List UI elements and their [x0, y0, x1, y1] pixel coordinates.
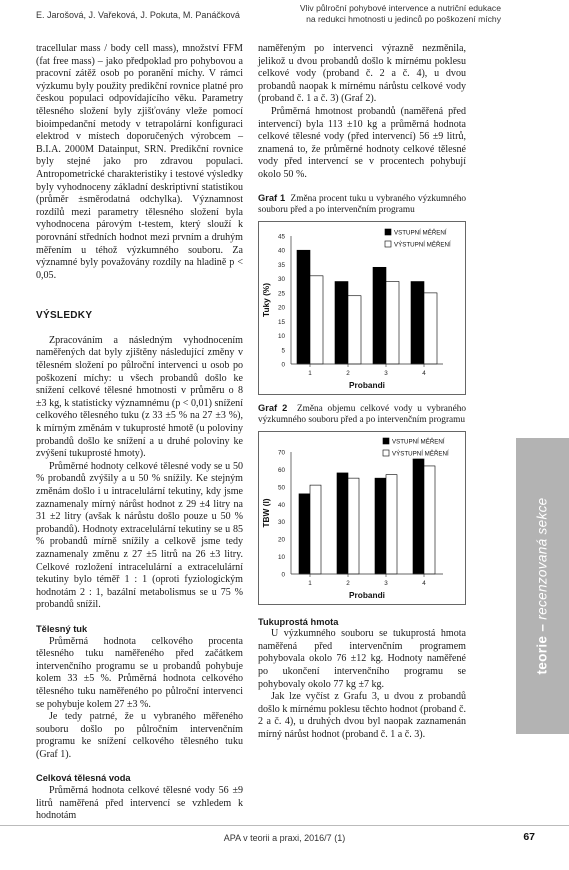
y-tick-label: 25 — [277, 289, 285, 297]
chart-graf2 — [259, 432, 465, 604]
y-axis-title: TBW (l) — [261, 498, 271, 528]
paragraph-body-fat: Průměrná hodnota celkového procenta tělesného tuku naměřeného před začátkem intervenčního programu se u probandů pohybuje kolem 33 ±5 %. Průměrná hodnota celkového tělesného tuku naměřeného po půlroční intervenci se pohybuje kolem 27 ±3 %. — [36, 635, 243, 710]
x-tick-label: 3 — [384, 369, 388, 377]
paragraph-water-continued: naměřeným po intervenci výrazně nezměnila, jelikož u dvou probandů došlo k mírnému poklesu celkové vody (proband č. 2 a č. 4), u dvou probandů naopak k mírnému nárůstu celkové vody (proband č. 1 a č. 3) (Graf 2). — [258, 43, 466, 105]
y-tick-label: 50 — [277, 483, 285, 491]
bar-entry-proband-1 — [297, 250, 310, 364]
bar-exit-proband-1 — [310, 485, 321, 574]
bar-entry-proband-3 — [373, 267, 386, 364]
section-side-label — [535, 497, 550, 674]
x-axis-title: Probandi — [349, 589, 385, 600]
paragraph-fat-free-mass-changes: Jak lze vyčíst z Grafu 3, u dvou z probandů došlo k mírnému poklesu těchto hodnot (proband č. 2 a č. 4), u druhých dvou byl naopak zaznamenán mírný nárůst hodnot (proband č. 1 a č. 3). — [258, 691, 466, 740]
side-label-reviewed-section: recenzovaná sekce — [534, 497, 550, 620]
paragraph-water-changes: Průměrné hodnoty celkové tělesné vody se u 50 % probandů zvýšily a u 50 % snížily. Ke stejným změnám došlo i u intracelulární tekutiny, kdy jsme zaznamenaly mírný nárůst hodnot z 29 ±4 litry na 31 ±2 litry (avšak k nárůstu došlo pouze u 50 % probandů). Hodnoty extracelulární tekutiny se u 85 % probandů mírně snížily a celkově jsme tedy zaznamenaly změnu z 27 ±5 litrů na 26 ±3 litry. Celkové rozložení intracelulární a extracelulární tekutiny bylo téměř 1 : 1 (oproti fyziologickým hodnotám 2 : 1, bazální metabolismus se u 75 % probandů snížil. — [36, 460, 243, 611]
figure-caption-text-graf1: Změna procent tuku u vybraného výzkumného souboru před a po intervenčním programu — [258, 193, 466, 216]
footer-journal: APA v teorii a praxi, 2016/7 (1) — [223, 833, 346, 843]
legend-label-exit: VÝSTUPNÍ MĚŘENÍ — [394, 241, 451, 249]
paragraph-body-fat-conclusion: Je tedy patrné, že u vybraného měřeného souboru došlo po půlročním intervenčním programu ke snížení celkového tělesného tuku (Graf 1). — [36, 711, 243, 760]
y-tick-label: 15 — [277, 318, 285, 326]
bar-exit-proband-3 — [386, 474, 397, 573]
bar-exit-proband-2 — [348, 295, 361, 363]
subheading-fat-free-mass: Tukuprostá hmota — [258, 616, 339, 627]
legend-swatch-exit — [383, 450, 389, 456]
bar-exit-proband-1 — [310, 275, 323, 363]
figure-caption-graf2 — [258, 403, 466, 427]
legend-swatch-entry — [385, 229, 391, 235]
page-number: 67 — [523, 831, 535, 843]
y-tick-label: 30 — [277, 518, 285, 526]
paragraph-methods-end: tracellular mass / body cell mass), množství FFM (fat free mass) – jako předpoklad pro pohybovou a pracovní zátěž osob po poranění míchy. V rámci výzkumu byly použity predikční rovnice platné pro českou populaci odpovídajícího věku. Parametry tělesného složení byly zjišťovány vleže pomocí bioimpedanční metody v tetrapolární konfiguraci elektrod v místech doporučených výrobcem – B.I.A. 2000M Datainput, SRN. Predikční rovnice byly stejné jako pro zdravou populaci. Antropometrické charakteristiky i testové výsledky byly vyhodnoceny základní deskriptivní statistikou (průměr ±směrodatná odchylka). Významnost rozdílů mezi parametry tělesného složení byla vyhodnocena párovým t-testem, který slouží k porovnání středních hodnot mezi prvním a druhým měřením u téhož výzkumného souboru. Za významné byly považovány rozdíly na hladině p < 0,05. — [36, 43, 243, 281]
paragraph-fat-free-mass: U výzkumného souboru se tukuprostá hmota naměřená před intervenčním programem pohybovala okolo 76 ±12 kg. Hodnoty naměřené po ukončení intervenčního programu se pohybovaly okolo 77 kg ±7 kg. — [258, 628, 466, 690]
bar-entry-proband-3 — [375, 478, 386, 574]
subheading-total-body-water: Celková tělesná voda — [36, 773, 131, 784]
legend-swatch-entry — [383, 438, 389, 444]
legend-label-entry: VSTUPNÍ MĚŘENÍ — [392, 438, 445, 446]
x-axis-title: Probandi — [349, 379, 385, 390]
figure-caption-text-graf2: Změna objemu celkové vody u vybraného výzkumného souboru před a po intervenčním programu — [258, 403, 466, 426]
bar-entry-proband-2 — [335, 281, 348, 363]
y-tick-label: 20 — [277, 304, 285, 312]
y-tick-label: 35 — [277, 261, 285, 269]
legend-swatch-exit — [385, 241, 391, 247]
y-axis-title: Tuky (%) — [261, 282, 271, 317]
y-tick-label: 20 — [277, 536, 285, 544]
y-tick-label: 30 — [277, 275, 285, 283]
x-tick-label: 3 — [384, 579, 388, 587]
y-tick-label: 0 — [281, 361, 285, 369]
x-tick-label: 1 — [308, 369, 312, 377]
bar-exit-proband-2 — [348, 478, 359, 574]
y-tick-label: 45 — [277, 233, 285, 241]
legend-label-entry: VSTUPNÍ MĚŘENÍ — [394, 229, 447, 237]
bar-exit-proband-4 — [424, 292, 437, 363]
y-tick-label: 40 — [277, 501, 285, 509]
figure-label-graf1: Graf 1 — [258, 192, 286, 203]
y-tick-label: 10 — [277, 332, 285, 340]
paragraph-results-intro: Zpracováním a následným vyhodnocením naměřených dat byly zjištěny následující změny v tělesném složení po půlroční intervenci u osob po poškození míchy: u všech probandů došlo ke snížení celkové tělesné hmotnosti v průměru o 8 ±3 kg, k statisticky významnému (p < 0,01) snížení celkového tělesného tuku (z 33 ±5 % na 27 ±3 %), k mírným změnám v tukuprosté hmotě (u poloviny probandů došlo ke snížení a u druhé poloviny ke zvýšení tukuprosté hmoty). — [36, 334, 243, 460]
x-tick-label: 4 — [422, 369, 426, 377]
right-column — [258, 43, 466, 741]
running-header-title-line1: Vliv půlroční pohybové intervence a nutriční edukace — [299, 3, 501, 13]
y-tick-label: 60 — [277, 466, 285, 474]
bar-exit-proband-4 — [424, 465, 435, 573]
bar-entry-proband-1 — [299, 493, 310, 573]
y-tick-label: 10 — [277, 553, 285, 561]
side-label-theory: teorie — [534, 635, 550, 675]
x-tick-label: 4 — [422, 579, 426, 587]
y-tick-label: 40 — [277, 247, 285, 255]
chart-graf1 — [259, 222, 465, 394]
left-column — [36, 43, 243, 823]
x-tick-label: 1 — [308, 579, 312, 587]
subheading-body-fat: Tělesný tuk — [36, 623, 88, 634]
bar-entry-proband-4 — [411, 281, 424, 363]
y-tick-label: 0 — [281, 571, 285, 579]
paragraph-total-body-water: Průměrná hodnota celkové tělesné vody 56 ±9 litrů naměřená před intervencí se vzhledem k hodnotám — [36, 785, 243, 822]
bar-entry-proband-2 — [337, 472, 348, 573]
paragraph-average-weight: Průměrná hmotnost probandů (naměřená před intervencí) byla 113 ±10 kg a průměrná hodnota celkové tělesné vody (před intervencí) 56 ±9 litrů, znamená to, že průměrné hodnoty celkové tělesné vody před intervencí se v procentech pohybují okolo 50 %. — [258, 105, 466, 180]
running-header-title — [261, 3, 501, 25]
x-tick-label: 2 — [346, 579, 350, 587]
bar-exit-proband-3 — [386, 281, 399, 363]
figure-caption-graf1 — [258, 193, 466, 217]
chart-graf2-frame — [258, 431, 466, 605]
figure-label-graf2: Graf 2 — [258, 402, 288, 413]
running-header-authors: E. Jarošová, J. Vařeková, J. Pokuta, M. Panáčková — [36, 10, 240, 20]
bar-entry-proband-4 — [413, 459, 424, 574]
y-tick-label: 70 — [277, 449, 285, 457]
running-header-title-line2: na redukci hmotnosti u jedinců po poškození míchy — [306, 14, 501, 24]
footer-rule — [0, 825, 569, 826]
chart-graf1-frame — [258, 221, 466, 395]
y-tick-label: 5 — [281, 346, 285, 354]
section-title-results: VÝSLEDKY — [36, 310, 93, 322]
side-label-dash: – — [534, 623, 550, 632]
x-tick-label: 2 — [346, 369, 350, 377]
legend-label-exit: VÝSTUPNÍ MĚŘENÍ — [392, 450, 449, 458]
